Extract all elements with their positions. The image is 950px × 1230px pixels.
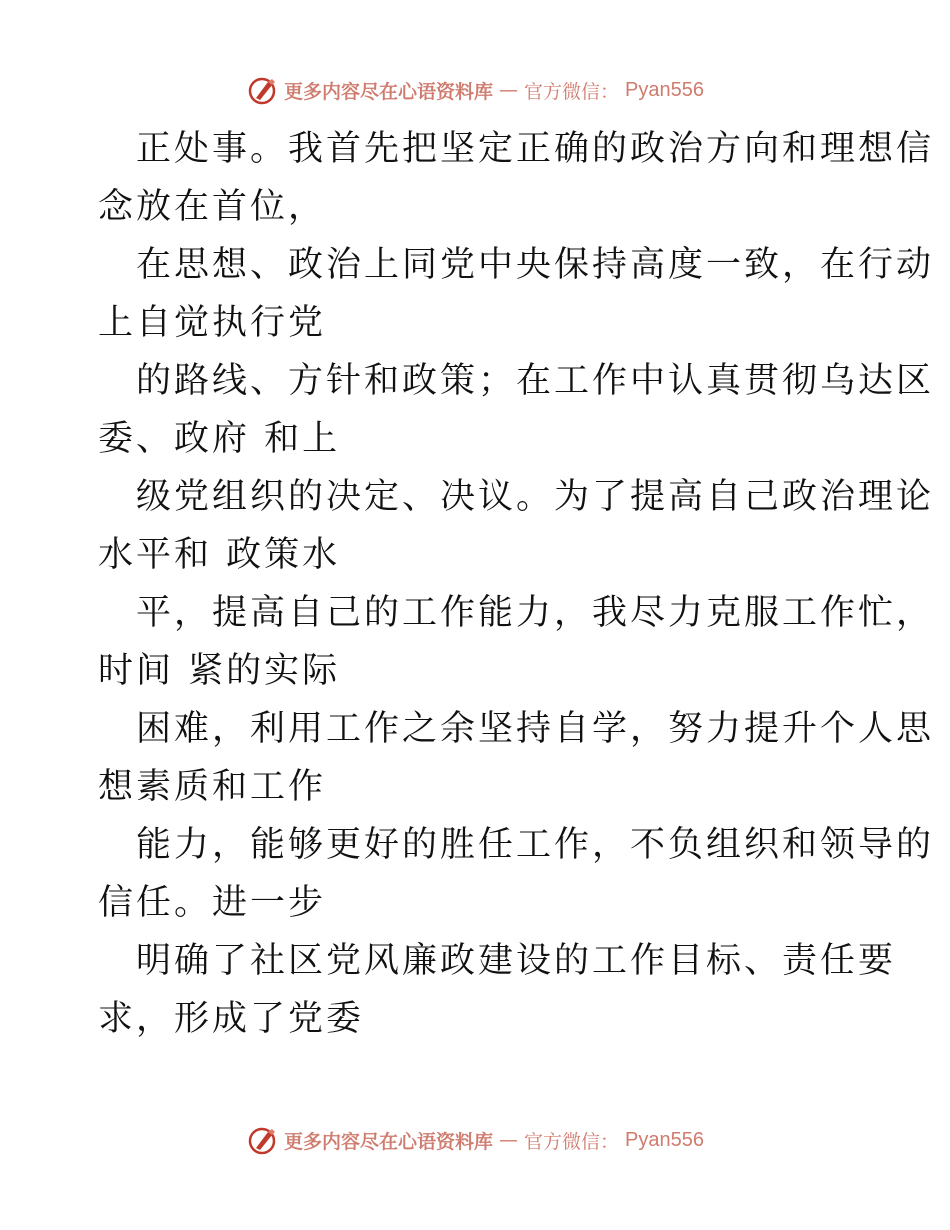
paragraph-line: 想素质和工作 — [98, 767, 327, 807]
pen-circle-logo-icon — [246, 1124, 278, 1156]
paragraph-line: 明确了社区党风廉政建设的工作目标、责任要 — [136, 941, 897, 981]
paragraph-line: 能力，能够更好的胜任工作，不负组织和领导的 — [136, 825, 935, 865]
paragraph-line: 正处事。我首先把坚定正确的政治方向和理想信 — [136, 129, 935, 169]
paragraph-5 — [98, 584, 935, 700]
header-wechat-label: 官方微信： — [524, 80, 620, 103]
paragraph-line: 级党组织的决定、决议。为了提高自己政治理论 — [136, 477, 935, 517]
paragraph-7 — [98, 816, 935, 932]
paragraph-line: 时间 紧的实际 — [98, 651, 341, 691]
paragraph-line: 水平和 政策水 — [98, 535, 341, 575]
paragraph-line: 委、政府 和上 — [98, 419, 341, 459]
paragraph-4 — [98, 468, 935, 584]
header-banner — [0, 70, 950, 110]
paragraph-3 — [98, 352, 935, 468]
footer-site-text: 更多内容尽在心语资料库 — [284, 1130, 494, 1153]
paragraph-8 — [98, 932, 897, 1048]
paragraph-line: 信任。进一步 — [98, 883, 327, 923]
paragraph-6 — [98, 700, 935, 816]
paragraph-line: 困难，利用工作之余坚持自学，努力提升个人思 — [136, 709, 935, 749]
paragraph-line: 求，形成了党委 — [98, 999, 365, 1039]
footer-wechat-label: 官方微信： — [524, 1130, 620, 1153]
document-body — [98, 120, 935, 1048]
footer-dash: — — [499, 1129, 519, 1151]
paragraph-line: 上自觉执行党 — [98, 303, 327, 343]
footer-wechat-id: Pyan556 — [625, 1128, 704, 1151]
paragraph-line: 平，提高自己的工作能力，我尽力克服工作忙， — [136, 593, 935, 633]
header-dash: — — [499, 79, 519, 101]
footer-banner — [0, 1120, 950, 1160]
header-site-text: 更多内容尽在心语资料库 — [284, 80, 494, 103]
header-wechat-id: Pyan556 — [625, 78, 704, 101]
pen-circle-logo-icon — [246, 74, 278, 106]
paragraph-line: 念放在首位， — [98, 187, 327, 227]
paragraph-2 — [98, 236, 935, 352]
paragraph-line: 的路线、方针和政策；在工作中认真贯彻乌达区 — [136, 361, 935, 401]
paragraph-1 — [98, 120, 935, 236]
paragraph-line: 在思想、政治上同党中央保持高度一致，在行动 — [136, 245, 935, 285]
